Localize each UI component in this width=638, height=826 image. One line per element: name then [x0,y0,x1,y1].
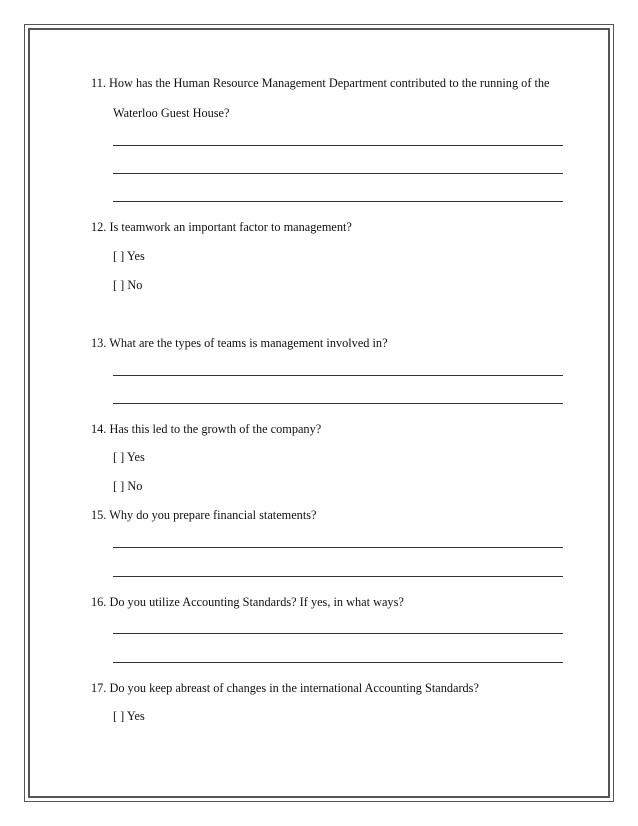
option-no[interactable]: [ ] No [113,479,143,493]
option-yes[interactable]: [ ] Yes [113,709,145,723]
question-text: Has this led to the growth of the company? [109,422,322,436]
question-text: What are the types of teams is management involved in? [109,336,388,350]
question-number: 16. [91,595,107,609]
answer-line[interactable] [113,633,563,634]
answer-line[interactable] [113,662,563,663]
question-15 [91,508,317,523]
question-text: Do you utilize Accounting Standards? If yes, in what ways? [109,595,404,609]
question-text: Do you keep abreast of changes in the international Accounting Standards? [109,681,479,695]
answer-line[interactable] [113,576,563,577]
option-yes[interactable]: [ ] Yes [113,249,145,263]
question-text: How has the Human Resource Management Department contributed to the running of the [109,76,550,90]
question-13 [91,336,388,351]
question-number: 11. [91,76,106,90]
question-12 [91,220,352,235]
question-14 [91,422,321,437]
question-number: 15. [91,508,107,522]
question-11-continued: Waterloo Guest House? [113,106,230,120]
question-number: 17. [91,681,107,695]
answer-line[interactable] [113,201,563,202]
question-text: Why do you prepare financial statements? [109,508,317,522]
question-16 [91,595,404,610]
option-no[interactable]: [ ] No [113,278,143,292]
answer-line[interactable] [113,145,563,146]
question-17 [91,681,479,696]
option-yes[interactable]: [ ] Yes [113,450,145,464]
answer-line[interactable] [113,375,563,376]
question-number: 13. [91,336,107,350]
question-number: 12. [91,220,107,234]
answer-line[interactable] [113,173,563,174]
question-11 [91,76,550,91]
question-text: Is teamwork an important factor to management? [109,220,352,234]
answer-line[interactable] [113,547,563,548]
answer-line[interactable] [113,403,563,404]
question-number: 14. [91,422,107,436]
